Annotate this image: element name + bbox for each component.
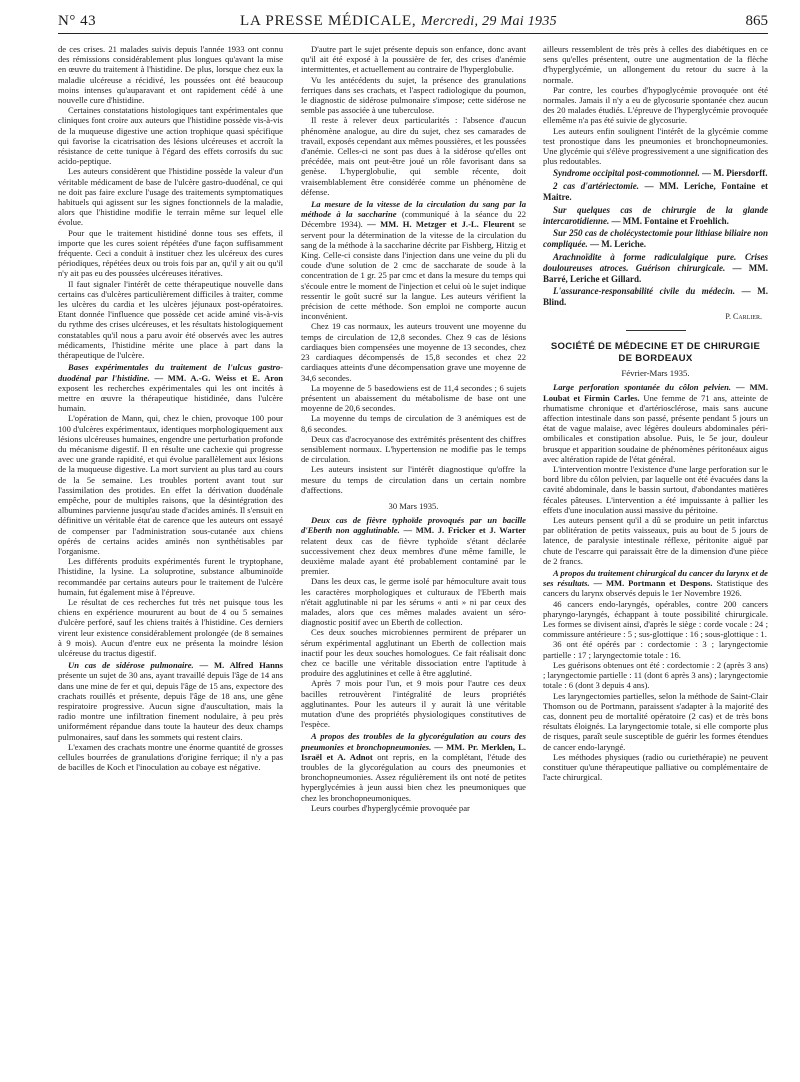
communication-authors: — MM. Fontaine et Froehlich. — [611, 215, 729, 226]
communication-title: A propos des troubles de la glycorégulation au cours des pneumonies et bronchopneumonies. — [301, 731, 526, 752]
section-divider — [626, 330, 686, 331]
paragraph: La moyenne du temps de circulation de 3 anémiques est de 8,6 secondes. — [301, 413, 526, 434]
communication-entry — [58, 362, 283, 413]
communication-entry — [543, 382, 768, 464]
society-session-date: Février-Mars 1935. — [621, 368, 690, 379]
paragraph: Les auteurs insistent sur l'intérêt diagnostique qu'offre la mesure du temps de circulation dans un certain nombre d'affections. — [301, 464, 526, 495]
communication-title: Sur quelques cas de chirurgie de la glande intercarotidienne. — [543, 204, 768, 226]
communication-entry — [543, 286, 768, 308]
communication-text: Une femme de 71 ans, atteinte de rhumatisme chronique et d'artériosclérose, mais sans aucune affection intestinale dans son passé, présente pendant 5 jours un état de vague malaise, avec légères douleurs abdominales péri-ombilicales et constipation absolue. Puis, le 5e jour, douleur brusque et apparition soudaine de phénomènes péritonéaux aigus avec altération rapide de l'état général. — [543, 392, 768, 464]
paragraph: Pour que le traitement histidiné donne tous ses effets, il importe que les cures soient répétées d'une façon suffisamment fréquente. Ceci a conduit à instituer chez les ulcéreux des cures périodiques, répétées deux ou trois fois par an, qu'il y ait ou qu'il n'y ait pas eu des poussées ulcéreuses itératives. — [58, 227, 283, 279]
society-heading — [543, 341, 768, 365]
communication-title: L'assurance-responsabilité civile du médecin. — [553, 286, 736, 297]
paragraph: ailleurs ressemblent de très près à celles des diabétiques en ce sens qu'elles présentent, outre une augmentation de la flèche d'hyperglycémie, un allongement du retour du sucre à la normale. — [543, 44, 768, 85]
page-number: 865 — [745, 13, 768, 29]
paragraph: Les auteurs considèrent que l'histidine possède la valeur d'un véritable médicament de base de l'ulcère gastro-duodénal, ce qui ne doit pas faire exclure l'usage des traitements symptomatiques habituels qui agissent sur les signes fonctionnels de la maladie, alors que l'histidine modifie le terrain même sur lequel elle évolue. — [58, 166, 283, 228]
communication-text: se servent pour la détermination de la vitesse de la circulation du sang de la méthode à la saccharine décrite par Fishberg, Hitzig et King. Celle-ci consiste dans l'injection dans une veine du pli du coude d'une solution de 2 cmc de saccharate de soude à la concentration de 1 gr. 25 par cmc et dans la mesure du temps qui s'écoule entre le moment de l'injection et celui où le sujet indique ressentir le goût sucré sur la langue. Les auteurs vérifient la précision de cette méthode. Son emploi ne comporte aucun inconvénient. — [301, 219, 526, 322]
paragraph: L'opération de Mann, qui, chez le chien, provoque 100 pour 100 d'ulcères expérimentaux, identiques morphologiquement aux lésions ulcéreuses humaines, engendre une perturbation profonde du mécanisme digestif. Il en résulte une cachexie qui progresse avec une grande rapidité, et qui évolue parallèlement aux lésions de la muqueuse digestive. La mort survient au plus tard au cours de la 5e semaine. Les troubles portent avant tout sur l'assimilation des protides. En effet la dérivation duodénale empêche, pour de multiples raisons, que la désintégration des albumines parvienne jusqu'au stade d'acides aminés. Il s'ensuit en définitive un véritable état de carence que les auteurs ont essayé de compenser par l'administration sous-cutanée aux chiens opérés de certains acides aminés non synthétisables par l'organisme. — [58, 413, 283, 556]
paragraph: Chez 19 cas normaux, les auteurs trouvent une moyenne du temps de circulation de 12,8 secondes. Chez 9 cas de lésions cardiaques bien compensées une moyenne de 13 secondes, chez 23 cardiaques décompensés de 15,8 secondes et chez 22 cardiaques atteints d'une décompensation grave une moyenne de 34,6 secondes. — [301, 321, 526, 383]
communication-text: ont repris, en la complétant, l'étude des troubles de la glycorégulation au cours des pneumonies et bronchopneumonies. Assez régulièrement ils ont noté de petites hyperglycémies à jeun aussi bien chez les pneumoniques que chez les bronchopneumoniques. — [301, 751, 527, 803]
communication-title: La mesure de la vitesse de la circulation du sang par la méthode à la saccharine — [301, 199, 526, 220]
paragraph: Les laryngectomies partielles, selon la méthode de Saint-Clair Thomson ou de Portmann, paraissent s'adapter à la majorité des cas, donnent peu de mortalité opératoire (2 cas) et de très bons résultats éloignés. La laryngectomie totale, si elle comporte plus de risques, paraît seule susceptible de guérir les formes étendues de cancer endo-laryngé. — [543, 690, 768, 752]
communication-text: exposent les recherches expérimentales qui les ont incités à mettre en œuvre la thérapeutique histidinée, dans l'ulcère humain. — [58, 382, 283, 414]
communication-entry — [543, 568, 768, 599]
paragraph: Leurs courbes d'hyperglycémie provoquée par — [311, 802, 470, 813]
communication-title: Un cas de sidérose pulmonaire. — [68, 660, 194, 671]
paragraph: Certaines constatations histologiques tant expérimentales que cliniques font croire aux auteurs que l'histidine possède vis-à-vis de la muqueuse digestive une action trophique quasi spécifique qui favorise la cicatrisation des lésions ulcéreuses et accroît la résistance de cette tunique à l'égard des effets corrosifs du suc acido-peptique. — [58, 105, 283, 167]
paragraph: L'intervention montre l'existence d'une large perforation sur le bord libre du côlon pelvien, par laquelle ont été évacuées dans la cavité abdominale, dans le bassin surtout, d'abondantes matières fécales pâteuses. L'intervention a été impuissante à pallier les effets d'une inoculation aussi massive du péritoine. — [543, 464, 768, 515]
communication-title: Deux cas de fièvre typhoïde provoqués par un bacille d'Eberth non agglutinable. — [301, 515, 526, 536]
communication-title: Large perforation spontanée du côlon pelvien. — [553, 382, 732, 393]
communication-title: Syndrome occipital post-commotionnel. — [553, 168, 700, 179]
paragraph: Après 7 mois pour l'un, et 9 mois pour l'autre ces deux bacilles retrouvèrent l'intégralité de leurs propriétés agglutinantes. Pour les auteurs il y aurait là une véritable mutation d'une des propriétés physiologiques constitutives de l'espèce. — [301, 678, 526, 730]
paragraph: Les auteurs pensent qu'il a dû se produire un petit infarctus par oblitération de petits vaisseaux, puis au bout de 5 jours de latence, de paralysie intestinale réflexe, péritonite aiguë par chute de l'escarre qui paraissait être de la dimension d'une pièce de 2 francs. — [543, 515, 768, 566]
paragraph: La moyenne de 5 basedowiens est de 11,4 secondes ; 6 sujets présentent un abaissement du métabolisme de base ont une moyenne de 20,6 secondes. — [301, 382, 526, 414]
paragraph: 46 cancers endo-laryngés, opérables, contre 200 cancers pharyngo-laryngés, échappant à toute possibilité chirurgicale. Les formes se divisent ainsi, d'après le siège : corde vocale : 24 ; commissure antérieure : 5 ; sus-glottique : 16 ; sous-glottique : 1. — [543, 598, 768, 640]
paragraph: Les différents produits expérimentés furent le tryptophane, l'histidine, la lysine. La soluprotine, substance albuminoïde recommandée par certains auteurs pour le traitement de l'ulcère humain, fut également mise à l'épreuve. — [58, 556, 283, 597]
communication-entry — [543, 168, 768, 179]
communication-note: (communiqué à la séance du 22 Décembre 1934). — [301, 209, 527, 230]
paragraph: Dans les deux cas, le germe isolé par hémoculture avait tous les caractères morphologiques et culturaux de l'Eberth mais n'était agglutinable ni par les sérums « anti » ni par ceux des malades, alors que ces mêmes malades avaient un séro-diagnostic positif avec un Eberth de collection. — [301, 576, 526, 628]
report-signature: P. Carlier. — [725, 312, 762, 321]
communication-entry — [543, 205, 768, 227]
society-name-line1: SOCIÉTÉ DE MÉDECINE ET DE CHIRURGIE — [550, 341, 761, 353]
column-2 — [301, 44, 526, 813]
paragraph: Ces deux souches microbiennes permirent de préparer un sérum expérimental agglutinant un Eberth de collection mais inactif pour les deux souches homologues. Ce fait réalisait donc chez ce bacille une véritable dissociation entre l'aptitude à produire des agglutinines et celle à être agglutiné. — [301, 627, 526, 679]
paragraph: L'examen des crachats montre une énorme quantité de grosses cellules bourrées de granulations d'origine ferrique; il n'y a pas de bacilles de Koch et l'inoculation au cobaye est négative. — [58, 741, 283, 773]
paragraph: Il faut signaler l'intérêt de cette thérapeutique nouvelle dans certains cas d'ulcères particulièrement difficiles à traiter, comme les ulcères du cardia et les ulcères jéjunaux post-opératoires. Etant donnée l'influence que possède cet acide aminé vis-à-vis du rythme des crises ulcéreuses, et les résultats histologiquement constatables qu'il nous a paru avoir été observés avec les autres médicaments, l'histidine mérite une place à part dans la thérapeutique de l'ulcère. — [58, 278, 283, 361]
communication-title: 2 cas d'artériectomie. — [553, 181, 639, 192]
issue-date: Mercredi, 29 Mai 1935 — [421, 14, 557, 29]
paragraph: Les guérisons obtenues ont été : cordectomie : 2 (après 3 ans) ; laryngectomie partielle : 11 (dont 6 après 3 ans) ; laryngectomie totale : 6 (dont 3 depuis 4 ans). — [543, 659, 768, 691]
communication-authors: — MM. J. Fricker et J. Warter — [403, 525, 526, 536]
paragraph: Vu les antécédents du sujet, la présence des granulations ferriques dans ses crachats, et l'aspect radiologique du poumon, le diagnostic de sidérose pulmonaire s'impose; cette sidérose ne semble pas associée à une tuberculose. — [301, 74, 526, 116]
communication-entry — [301, 199, 526, 321]
communication-entry — [543, 228, 768, 250]
paragraph: Les méthodes physiques (radio ou curiethérapie) ne peuvent constituer qu'une thérapeutique palliative ou complémentaire de l'acte chirurgical. — [543, 751, 768, 783]
communication-authors: — MM. Portmann et Despons. — [593, 578, 713, 589]
communication-authors: — MM. Loubat et Firmin Carles. — [543, 382, 768, 403]
paragraph: Par contre, les courbes d'hypoglycémie provoquée ont été normales. Jamais il n'y a eu de glycosurie spontanée chez aucun des 20 malades étudiés. L'épreuve de l'hyperglycémie provoquée ellemême n'a pas été suivie de glycosurie. — [543, 84, 768, 126]
communication-authors: — MM. A.-G. Weiss et E. Aron — [154, 372, 284, 383]
communication-authors: — MM. Pr. Merklen, L. Israël et A. Adnot — [301, 741, 526, 762]
communication-title: A propos du traitement chirurgical du cancer du larynx et de ses résultats. — [543, 568, 768, 589]
column-1 — [58, 44, 283, 772]
communication-title: Sur 250 cas de cholécystectomie pour lithiase biliaire non compliquée. — [543, 228, 768, 250]
communication-entry — [301, 515, 526, 576]
communication-title: Bases expérimentales du traitement de l'ulcus gastro-duodénal par l'histidine. — [58, 362, 283, 383]
issue-number: N° 43 — [58, 13, 97, 29]
paragraph: de ces crises. 21 malades suivis depuis l'année 1933 ont connu des rémissions considérablement plus longues qu'avant la mise en œuvre du traitement à l'histidine. De plus, lorsque chez eux la maladie ulcéreuse a récidivé, les poussées ont été beaucoup moins intenses qu'auparavant et ont rapidement cédé à une nouvelle cure d'histidine. — [58, 44, 283, 106]
communication-authors: — MM. H. Metzger et J.-L. Fleurent — [367, 219, 515, 230]
communication-entry — [543, 252, 768, 284]
column-3 — [543, 44, 768, 782]
journal-name: LA PRESSE MÉDICALE, — [240, 13, 417, 29]
communication-authors: — M. Alfred Hanns — [199, 660, 283, 671]
communication-entry — [543, 181, 768, 203]
communication-authors: — M. Leriche. — [590, 239, 646, 250]
communication-authors: — M. Blind. — [543, 286, 769, 308]
paragraph: Il reste à relever deux particularités : l'absence d'aucun phénomène analogue, au dire du sujet, chez ses camarades de travail, exposés cependant aux mêmes poussières, et les poussées d'anémie. Celles-ci ne sont pas dues à la sidérose qu'elles ont précédée, mais ont peut-être joué un rôle favorisant dans sa genèse. L'hyperglobulie, qui semble récente, doit vraisemblablement être considérée comme un phénomène de défense. — [301, 115, 526, 197]
society-name-line2: DE BORDEAUX — [618, 353, 693, 365]
communication-entry — [58, 660, 283, 742]
communication-text: présente un sujet de 30 ans, ayant travaillé depuis l'âge de 14 ans dans une mine de fer et qui, depuis l'âge de 15 ans, expectore des crachats rouillés et présente, depuis l'âge de 18 ans, une gêne respiratoire progressive. Aucun signe d'auscultation, mais la radio montre une infiltration finement nodulaire, à peu près uniformément répandue dans toute la hauteur des deux champs pulmonaires, sauf dans les sommets qui restent clairs. — [58, 670, 283, 742]
paragraph: D'autre part le sujet présente depuis son enfance, donc avant qu'il ait été exposé à la poussière de fer, des crises d'anémie intermittentes, et actuellement au contraire de l'hyperglobulie. — [301, 44, 526, 75]
paragraph: Deux cas d'acrocyanose des extrémités présentent des chiffres sensiblement normaux. L'hypertension ne modifie pas le temps de circulation. — [301, 433, 526, 465]
communication-authors: — MM. Barré, Leriche et Gillard. — [543, 262, 768, 284]
communication-text: relatent deux cas de fièvre typhoïde s'étant déclarée successivement chez deux membres d'une même famille, le deuxième malade ayant été probablement contaminé par le premier. — [301, 535, 526, 577]
communication-authors: — M. Piersdorff. — [702, 168, 768, 179]
paragraph: 36 ont été opérés par : cordectomie : 3 ; laryngectomie partielle : 17 ; laryngectomie totale : 16. — [543, 639, 768, 660]
communication-text: Statistique des cancers du larynx observés depuis le 1er Novembre 1926. — [543, 578, 769, 599]
communication-entry — [301, 731, 526, 802]
communication-authors: — MM. Leriche, Fontaine et Maitre. — [543, 181, 769, 203]
journal-title — [240, 13, 557, 30]
page-header — [58, 13, 768, 34]
paragraph: Les auteurs enfin soulignent l'intérêt de la glycémie comme test pronostique dans les pneumonies et bronchopneumonies. Une glycémie qui s'élève progressivement a une signification des plus redoutables. — [543, 125, 768, 167]
session-date: 30 Mars 1935. — [388, 500, 439, 511]
communication-title: Arachnoïdite à forme radiculalgique pure. Crises douloureuses atroces. Guérison chirurgicale. — [543, 252, 768, 273]
paragraph: Le résultat de ces recherches fut très net puisque tous les chiens en expérience moururent au bout de 4 ou 5 semaines d'ulcère perforé, sauf les chiens traités à l'histidine. Ces derniers virent leur existence considérablement prolongée (de 8 semaines à 9 mois). Aucun d'entre eux ne présenta la moindre lésion ulcéreuse du tractus digestif. — [58, 596, 283, 658]
